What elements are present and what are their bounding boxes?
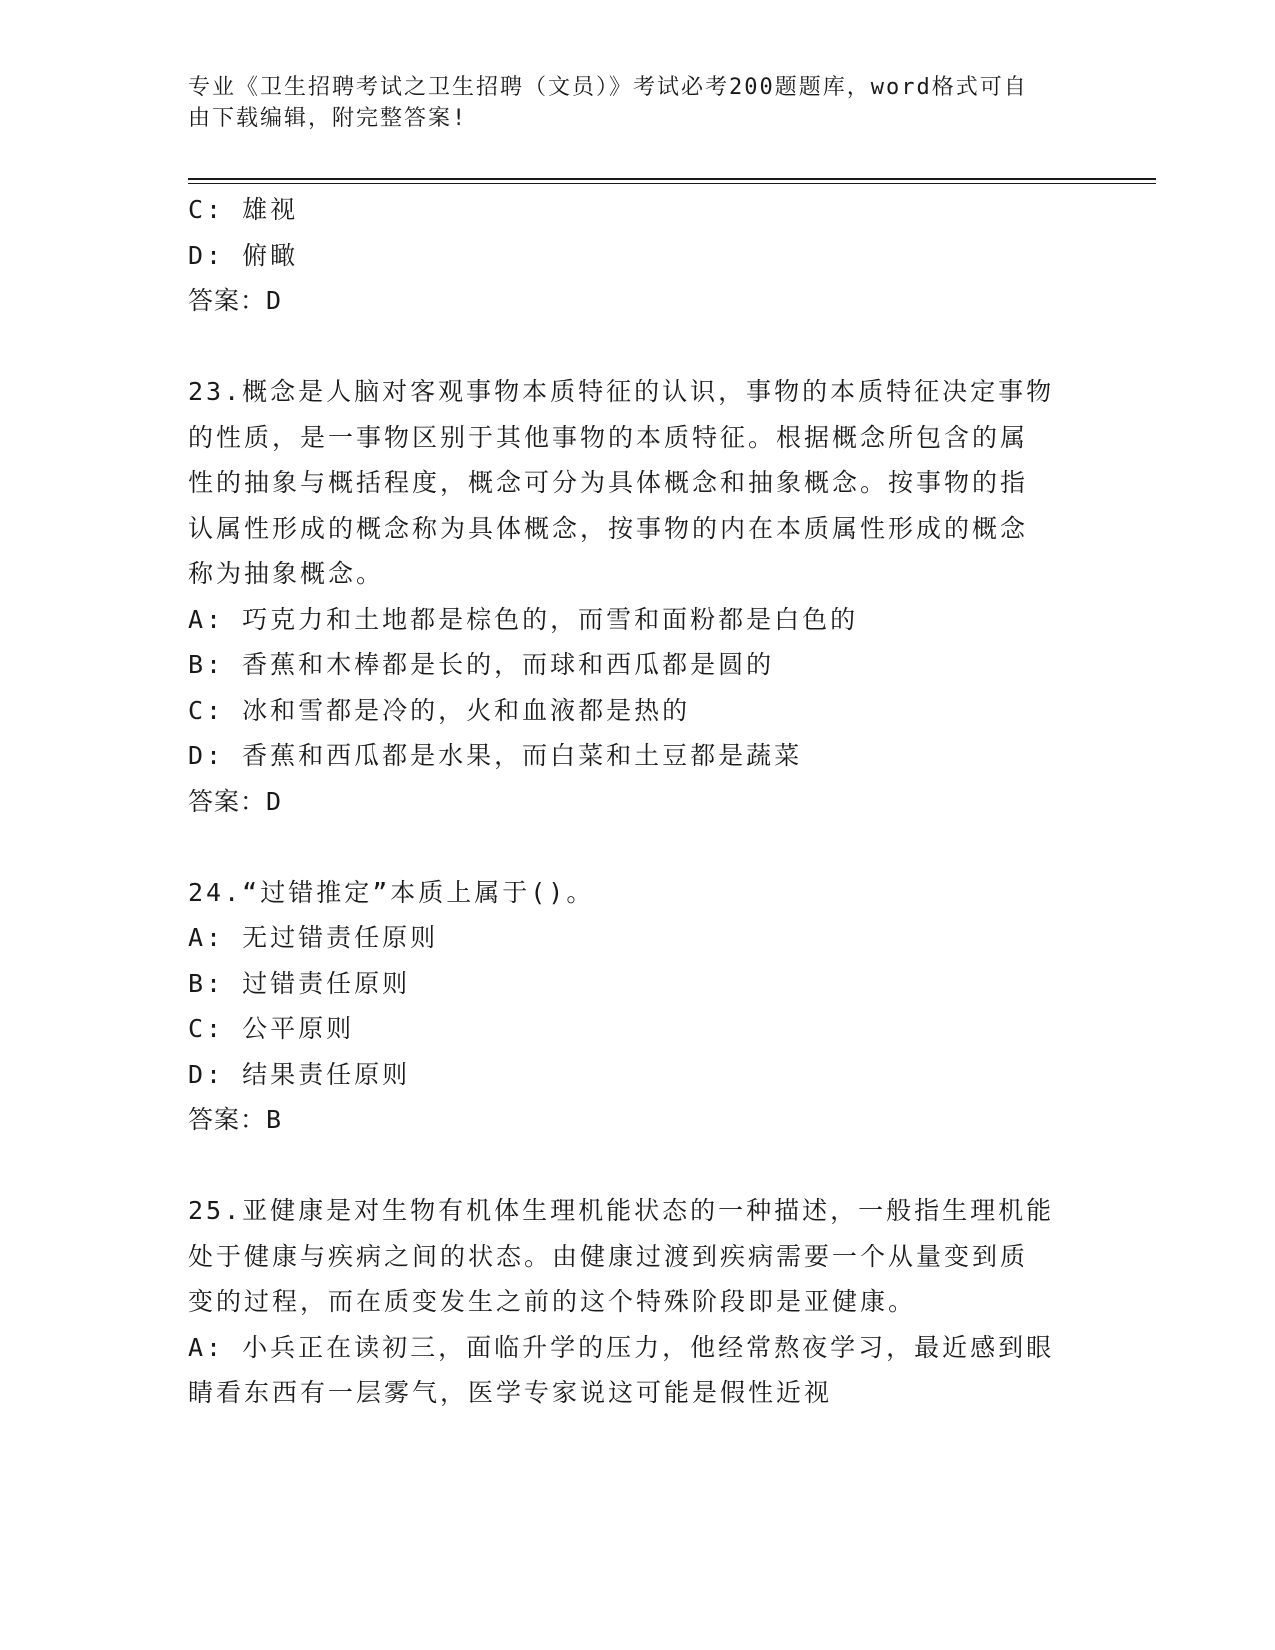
answer: 答案：D <box>188 286 283 315</box>
header-rule-thick <box>188 178 1156 180</box>
option-d: D: 俯瞰 <box>188 240 299 270</box>
option-d: D: 结果责任原则 <box>188 1059 411 1089</box>
option-a: A: 小兵正在读初三，面临升学的压力，他经常熬夜学习，最近感到眼 <box>188 1332 1055 1362</box>
option-b: B: 香蕉和木棒都是长的，而球和西瓜都是圆的 <box>188 650 775 679</box>
header-line-1: 专业《卫生招聘考试之卫生招聘（文员）》考试必考200题题库，word格式可自 <box>188 75 1028 100</box>
option-a-continued: 睛看东西有一层雾气，医学专家说这可能是假性近视 <box>188 1378 833 1407</box>
spacer <box>188 1143 1088 1189</box>
question-block-24 <box>188 870 1088 1143</box>
question-text-line: 24.“过错推定”本质上属于()。 <box>188 877 595 907</box>
question-text-line: 25.亚健康是对生物有机体生理机能状态的一种描述，一般指生理机能 <box>188 1196 1055 1225</box>
question-text-line: 认属性形成的概念称为具体概念，按事物的内在本质属性形成的概念 <box>188 513 1029 543</box>
question-text-line: 称为抽象概念。 <box>188 559 385 588</box>
option-a: A: 巧克力和土地都是棕色的，而雪和面粉都是白色的 <box>188 604 859 634</box>
option-d: D: 香蕉和西瓜都是水果，而白菜和土豆都是蔬菜 <box>188 741 803 770</box>
question-block-22 <box>188 187 1088 324</box>
question-text-line: 的性质，是一事物区别于其他事物的本质特征。根据概念所包含的属 <box>188 422 1029 452</box>
question-block-23 <box>188 369 1088 824</box>
document-body <box>188 187 1088 1416</box>
option-c: C: 雄视 <box>188 195 299 224</box>
question-text-line: 变的过程，而在质变发生之前的这个特殊阶段即是亚健康。 <box>188 1287 917 1316</box>
header-line-2: 由下载编辑，附完整答案! <box>188 106 468 131</box>
answer: 答案：D <box>188 786 283 816</box>
question-text-line: 23.概念是人脑对客观事物本质特征的认识，事物的本质特征决定事物 <box>188 377 1055 406</box>
question-block-25 <box>188 1188 1088 1416</box>
answer: 答案：B <box>188 1105 283 1134</box>
option-c: C: 冰和雪都是冷的，火和血液都是热的 <box>188 695 691 725</box>
question-text-line: 处于健康与疾病之间的状态。由健康过渡到疾病需要一个从量变到质 <box>188 1241 1029 1271</box>
option-c: C: 公平原则 <box>188 1014 355 1043</box>
question-text-line: 性的抽象与概括程度，概念可分为具体概念和抽象概念。按事物的指 <box>188 468 1029 497</box>
spacer <box>188 324 1088 370</box>
spacer <box>188 824 1088 870</box>
option-a: A: 无过错责任原则 <box>188 923 439 952</box>
page-header <box>188 72 1068 134</box>
header-rule-thin <box>188 183 1156 184</box>
option-b: B: 过错责任原则 <box>188 968 411 998</box>
